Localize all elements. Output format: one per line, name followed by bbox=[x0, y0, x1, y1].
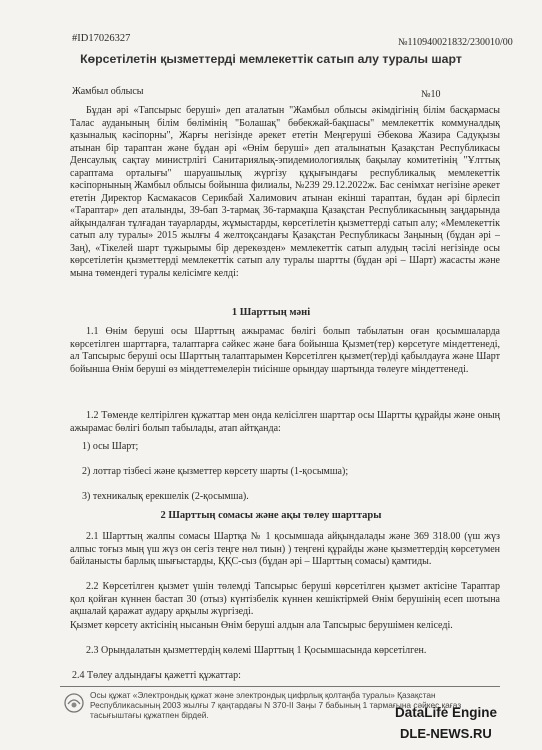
intro-paragraph: Бұдан әрі «Тапсырыс беруші» деп аталатын "Жамбыл облысы әкімдігінің білім басқармасы Талас ауданының білім бөлімінің "Болашақ" бөбекжай-бақшасы" мемлекеттік коммуналдық қазыналық кәсіпорны", Жарғы негізінде әрекет ететін Меңгеруші Әбекова Жазира Садуқызы атынан бір тараптан және бұдан әрі «Өнім беруші» деп аталынатын Қазақстан Республикасы Денсаулық сақтау министрлігі Санитариялық-эпидемиологиялық бақылау комитетінің "Ұлттық сараптама орталығы" шаруашылық жүргізу құқығындағы республикалық мемлекеттік кәсіпорнының Жамбыл облысы бойынша филиалы, №239 29.12.2022ж. Бас сенімхат негізіне әрекет ететін Директор Касмакасов Серикбай Халимович атынан екінші тараптан, бұдан әрі бірлесіп «Тараптар» деп аталынды, 39-бап 3-тармақ 36-тармақша Қазақстан Республикасының заңдарында айқындалған тұлғадан тауарларды, жұмыстарды, көрсетілетін қызметтерді сатып алу; «Мемлекеттік сатып алу туралы» 2015 жылғы 4 желтоқсандағы Қазақстан Республикасы Заңының (бұдан әрі – Заң), «Тікелей шарт тұжырымы бір дерекөзден» мемлекеттік сатып алудың тәсілі негізінде осы көрсетілетін қызметтерді мемлекеттік сатып алу туралы шартты (бұдан әрі – Шарт) жасасты және мына төмендегі туралы келісімге келді: bbox=[70, 105, 500, 279]
clause-2-2-note: Қызмет көрсету актісінің нысанын Өнім беруші алдын ала Тапсырыс берушімен келіседі. bbox=[70, 620, 453, 631]
e-document-seal-icon bbox=[63, 692, 85, 714]
document-number: №110940021832/230010/00 bbox=[398, 37, 513, 48]
section-2-heading: 2 Шарттың сомасы және ақы төлеу шарттары bbox=[160, 510, 382, 521]
watermark-title: DataLife Engine bbox=[395, 705, 498, 720]
clause-2-4: 2.4 Төлеу алдындағы қажетті құжаттар: bbox=[72, 670, 241, 681]
clause-2-3: 2.3 Орындалатын қызметтердің көлемі Шарттың 1 Қосымшасында көрсетілген. bbox=[86, 645, 427, 656]
region-label: Жамбыл облысы bbox=[72, 86, 144, 97]
contract-number: №10 bbox=[421, 89, 441, 100]
clause-2-1: 2.1 Шарттың жалпы сомасы Шартқа № 1 қосымшада айқындалады және 369 318.00 (үш жүз алпыс тоғыз мың үш жүз он сегіз теңге нөл тиын) ) теңгені құрайды және қызметтердің көрсетумен байланысты барлық шығыстарды, ҚҚС-сыз (бұдан әрі – Шарттың сомасы) қамтиды. bbox=[70, 531, 500, 567]
section-1-heading: 1 Шарттың мәні bbox=[231, 307, 311, 318]
clause-1-2-item-3: 3) техникалық ерекшелік (2-қосымша). bbox=[82, 491, 249, 502]
document-title: Көрсетілетін қызметтерді мемлекеттік сатып алу туралы шарт bbox=[80, 52, 462, 66]
clause-1-2: 1.2 Төменде келтірілген құжаттар мен онда келісілген шарттар осы Шартты құрайды және оның ажырамас бөлігі болып табылады, атап айтқанда: bbox=[70, 410, 500, 434]
clause-1-2-item-2: 2) лоттар тізбесі және қызметтер көрсету шарты (1-қосымша); bbox=[82, 466, 349, 477]
footer-divider bbox=[60, 686, 500, 687]
clause-1-1: 1.1 Өнім беруші осы Шарттың ажырамас бөлігі болып табылатын оған қосымшаларда көрсетілген шарттарға, талаптарға сәйкес және баға бойынша Қызмет(тер) көрсетуге міндеттенеді, ал Тапсырыс беруші осы Шарттың талаптарымен Көрсетілген қызмет(тер)ді қабылдауға және Шарт бойынша Өнім беруші өз міндеттемелерін тиісінше орындау шартында төлеуге міндеттенеді. bbox=[70, 326, 500, 375]
watermark-site: DLE-NEWS.RU bbox=[400, 726, 492, 741]
clause-2-2: 2.2 Көрсетілген қызмет үшін төлемді Тапсырыс беруші көрсетілген қызмет актісіне Тараптар қол қойған күннен бастап 30 (отыз) күнтізбелік күннен кешіктірмей Өнім берушінің есеп шотына ақшалай қаражат аудару арқылы жүргізеді. bbox=[70, 581, 500, 617]
document-id: #ID17026327 bbox=[72, 33, 131, 44]
clause-1-2-item-1: 1) осы Шарт; bbox=[82, 441, 139, 452]
footer-legal-note: Осы құжат «Электрондық құжат және электрондық цифрлық қолтаңба туралы» Қазақстан Республикасының 2003 жылғы 7 қаңтардағы N 370-II Заңы 7 бабының 1 тармағына сәйкес қағаз тасығыштағы құжатпен бірдей. bbox=[90, 690, 462, 720]
